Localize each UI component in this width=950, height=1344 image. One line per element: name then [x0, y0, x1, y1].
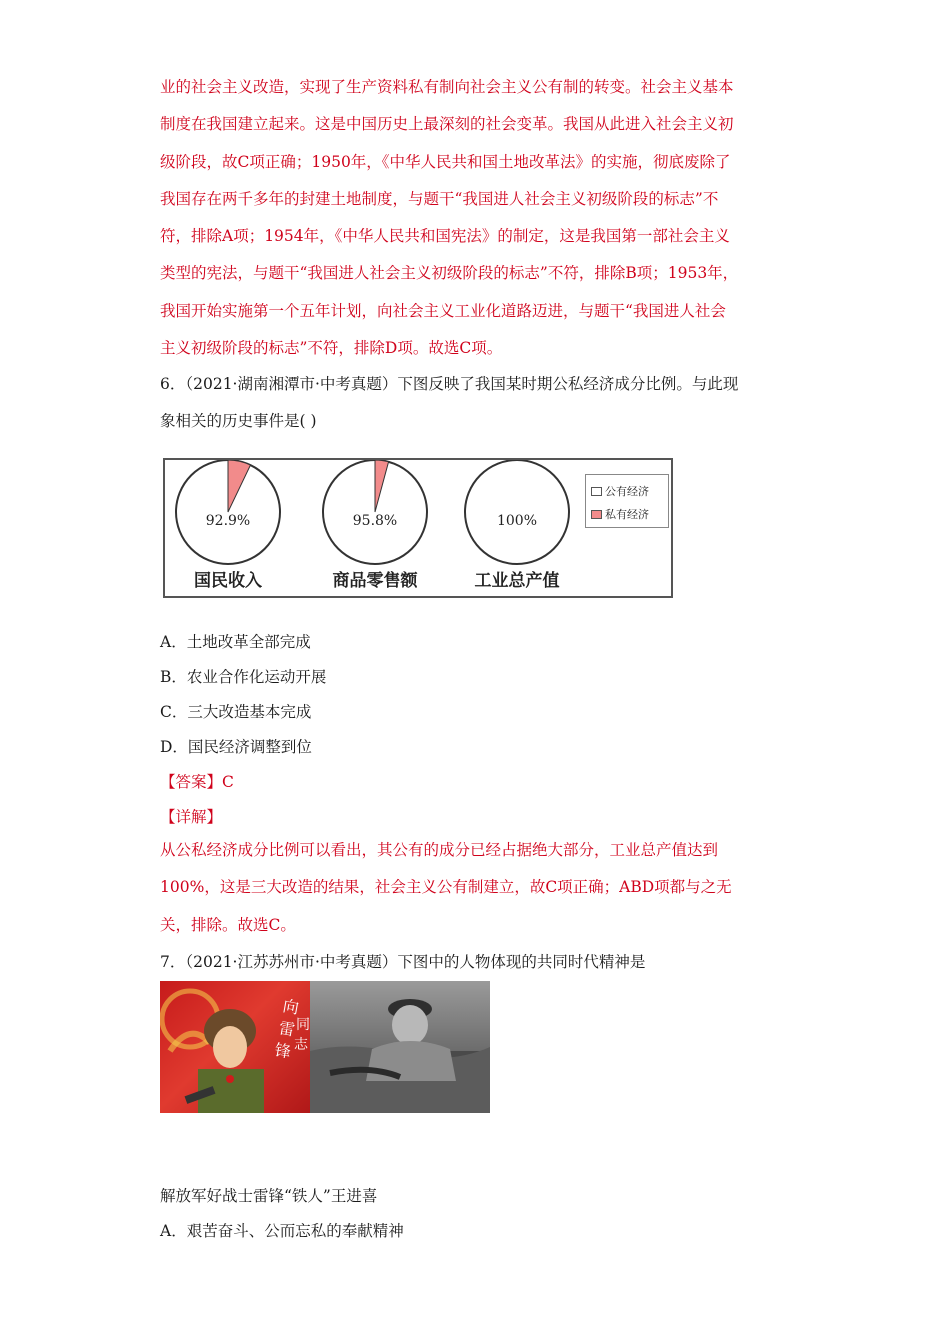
svg-text:锋: 锋 [273, 1040, 293, 1062]
answer: 【答案】C [160, 773, 234, 791]
option-b: B．农业合作化运动开展 [160, 668, 327, 686]
q7-photos [160, 981, 490, 1113]
q7-option-a: A．艰苦奋斗、公而忘私的奉献精神 [160, 1222, 404, 1240]
detail-line: 关，排除。故选C。 [160, 915, 296, 934]
public-swatch [591, 487, 602, 496]
pie-caption: 商品零售额 [332, 571, 418, 591]
pie-value-label: 92.9% [205, 513, 251, 529]
option-c: C．三大改造基本完成 [160, 703, 312, 721]
question-6-detail [160, 832, 800, 944]
explanation-line: 业的社会主义改造，实现了生产资料私有制向社会主义公有制的转变。社会主义基本 [160, 78, 734, 96]
question-stem-line: 6．（2021·湖南湘潭市·中考真题）下图反映了我国某时期公私经济成分比例。与此现 [160, 375, 739, 393]
pie-value-label: 95.8% [352, 513, 398, 529]
legend-private-label: 私有经济 [605, 508, 649, 521]
pie-caption: 国民收入 [194, 571, 262, 591]
question-7-stem: 7．（2021·江苏苏州市·中考真题）下图中的人物体现的共同时代精神是 [160, 953, 646, 971]
pie-chart [465, 460, 569, 591]
explanation-line: 我国开始实施第一个五年计划，向社会主义工业化道路迈进，与题干“我国进人社会 [160, 301, 726, 320]
explanation-line: 符，排除A项；1954年，《中华人民共和国宪法》的制定，这是我国第一部社会主义 [160, 227, 730, 246]
explanation-line: 我国存在两千多年的封建土地制度，与题干“我国进人社会主义初级阶段的标志”不 [160, 189, 719, 208]
legend-public [591, 483, 649, 499]
detail-label: 【详解】 [160, 808, 223, 826]
legend-public-label: 公有经济 [605, 485, 649, 498]
lei-feng-poster-image [160, 981, 310, 1113]
legend-private [591, 506, 649, 522]
private-swatch [591, 510, 602, 519]
previous-explanation [160, 69, 800, 367]
explanation-line: 主义初级阶段的标志”不符，排除D项。故选C项。 [160, 339, 503, 358]
wang-jinxi-photo-image [310, 981, 490, 1113]
detail-line: 从公私经济成分比例可以看出，其公有的成分已经占据绝大部分，工业总产值达到 [160, 841, 719, 859]
pie-caption: 工业总产值 [474, 571, 560, 591]
pie-public-slice [465, 460, 569, 564]
svg-text:向: 向 [281, 996, 301, 1018]
pie-chart [176, 460, 280, 591]
explanation-line: 类型的宪法，与题干“我国进人社会主义初级阶段的标志”不符，排除B项；1953年， [160, 264, 739, 283]
explanation-line: 制度在我国建立起来。这是中国历史上最深刻的社会变革。我国从此进入社会主义初 [160, 115, 734, 134]
question-stem-line: 象相关的历史事件是( ) [160, 412, 317, 431]
pie-chart [323, 460, 427, 591]
svg-text:雷: 雷 [277, 1018, 297, 1040]
option-d: D．国民经济调整到位 [160, 738, 312, 756]
option-a: A．土地改革全部完成 [160, 633, 311, 651]
legend [585, 474, 669, 528]
explanation-line: 级阶段，故C项正确；1950年，《中华人民共和国土地改革法》的实施，彻底废除了 [160, 152, 731, 171]
economy-ratio-figure [163, 458, 673, 598]
svg-text:同: 同 [296, 1017, 310, 1033]
detail-line: 100%，这是三大改造的结果，社会主义公有制建立，故C项正确；ABD项都与之无 [160, 878, 732, 897]
question-6-stem [160, 366, 800, 441]
q7-caption: 解放军好战士雷锋“铁人”王进喜 [160, 1187, 378, 1205]
svg-text:志: 志 [294, 1037, 308, 1053]
pie-value-label: 100% [496, 513, 538, 529]
